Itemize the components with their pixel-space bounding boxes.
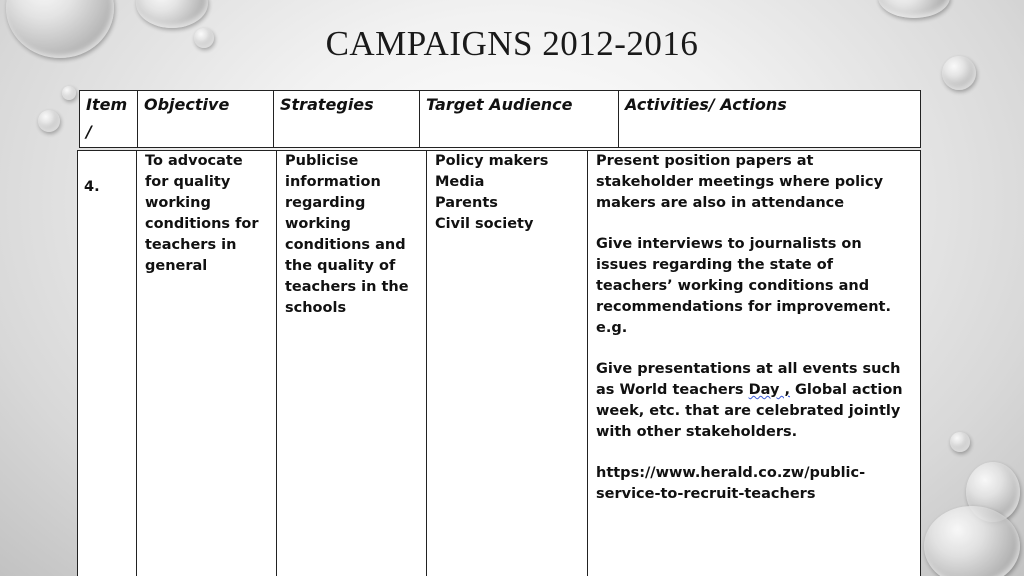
audience-item: Policy makers [435,153,549,169]
water-drop-decoration [62,86,76,100]
activity-example-label: e.g. [596,320,628,336]
spellcheck-underlined-text: Day , [748,382,790,398]
header-strategies: Strategies [274,91,420,148]
cell-activities [588,151,921,576]
audience-item: Media [435,174,485,190]
cell-strategies: Publicise information regarding working conditions and the quality of teachers in the schools [277,151,427,576]
table-header [79,90,921,148]
water-drop-decoration [950,432,970,452]
water-drop-decoration [38,110,60,132]
table-row [78,151,921,576]
activity-presentations-text-end: Global action week, etc. that are celebrated jointly with other stakeholders. [596,382,903,440]
activity-presentations [596,359,912,443]
audience-item: Civil society [435,216,534,232]
water-drop-decoration [924,506,1020,576]
activity-presentations-text: Give presentations at all events such as World teachers [596,361,901,398]
activity-position-papers: Present position papers at stakeholder meetings where policy makers are also in attendance [596,153,884,211]
cell-item: 4. [78,151,137,576]
cell-objective: To advocate for quality working conditions for teachers in general [137,151,277,576]
header-item: Item / [80,91,138,148]
activity-interviews [596,234,912,339]
audience-item: Parents [435,195,498,211]
header-activities: Activities/ Actions [619,91,921,148]
header-objective: Objective [138,91,274,148]
cell-target-audience [427,151,588,576]
table-body [77,150,921,576]
source-link[interactable]: https://www.herald.co.zw/public-service-to-recruit-teachers [596,465,866,502]
header-target-audience: Target Audience [420,91,619,148]
slide-title: CAMPAIGNS 2012-2016 [325,24,699,63]
activity-interviews-text: Give interviews to journalists on issues regarding the state of teachers’ working conditions and recommendations for improvement. [596,236,891,315]
water-drop-decoration [878,0,950,18]
